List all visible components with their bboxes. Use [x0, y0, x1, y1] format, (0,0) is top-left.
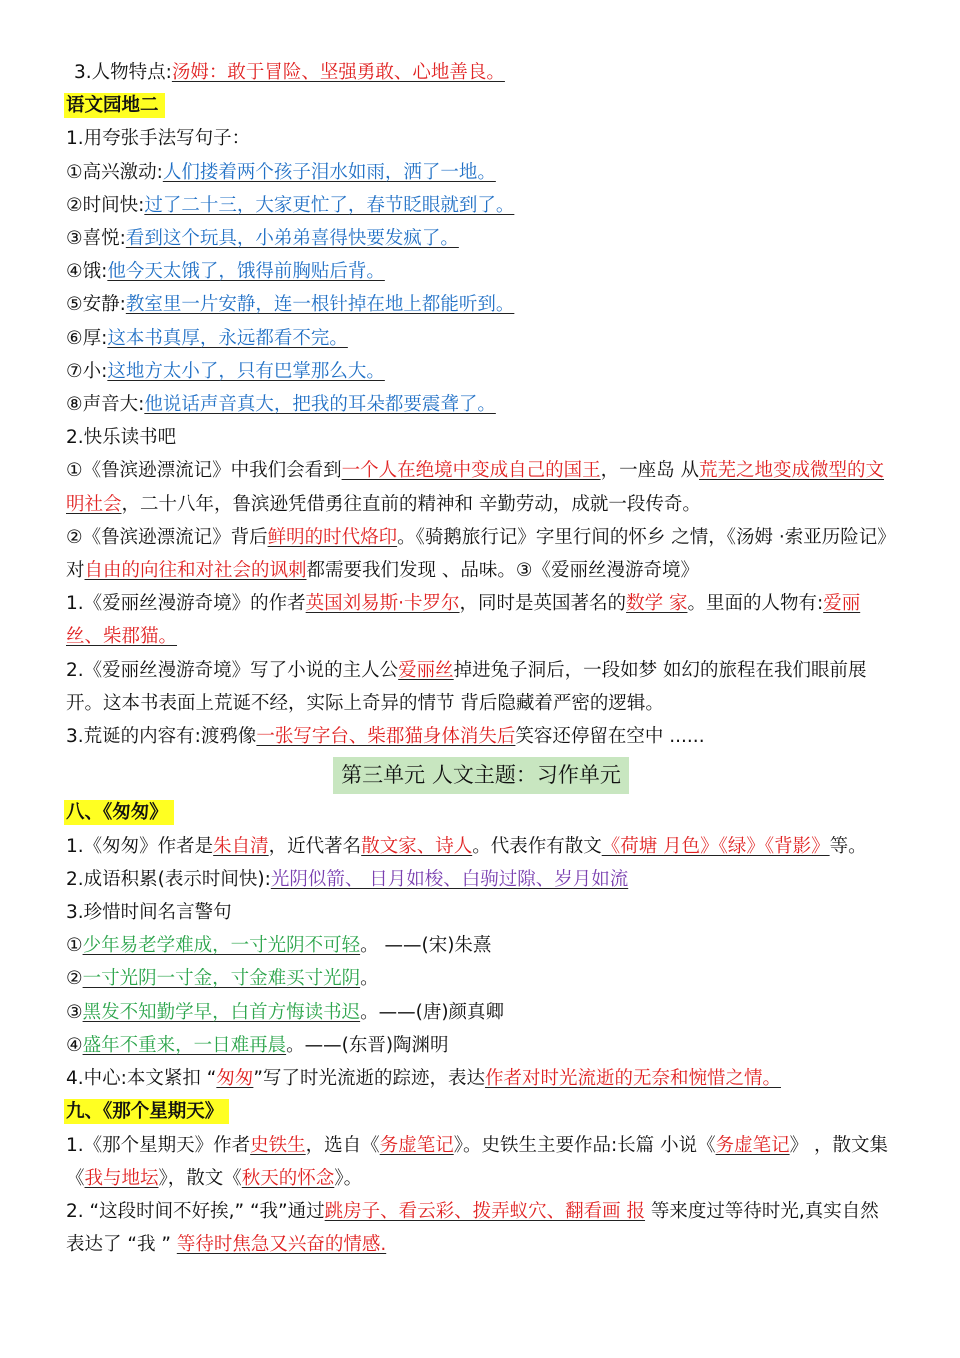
text: ”写了时光流逝的踪迹，表达	[253, 1068, 485, 1090]
alice-plot-paragraph	[66, 654, 896, 720]
example-answer: 教室里一片安静，连一根针掉在地上都能听到。	[125, 294, 515, 316]
robinson-paragraph	[66, 454, 896, 520]
quote-text: 盛年不重来，一日难再晨	[82, 1034, 287, 1056]
traits-label: 3.人物特点:	[74, 62, 172, 83]
answer: 散文家、诗人	[361, 835, 473, 857]
q2-title: 2.快乐读书吧	[66, 427, 177, 449]
answer: 跳房子、看云彩、拨弄蚁穴、翻看画 报	[324, 1200, 646, 1222]
quote-source: 。 ——(宋)朱熹	[360, 935, 492, 957]
absurd-content-line	[66, 720, 896, 753]
idioms-line	[66, 863, 896, 896]
example-answer: 过了二十三，大家更忙了，春节眨眼就到了。	[144, 194, 515, 216]
example-label: ⑥厚:	[66, 327, 108, 349]
answer: 匆匆	[216, 1068, 254, 1090]
lesson8-author-paragraph	[66, 830, 896, 863]
answer: 一个人在绝境中变成自己的国王	[341, 460, 601, 482]
example-answer: 人们搂着两个孩子泪水如雨，洒了一地。	[162, 161, 496, 183]
text: 等。	[829, 835, 867, 857]
quote-number: ④	[66, 1034, 83, 1056]
answer: 等待时焦急又兴奋的情感.	[176, 1234, 387, 1256]
lesson8-center-line	[66, 1062, 896, 1095]
text: 掉进兔子洞后，一段如梦 如幻的旅程在我们眼前展开。这本书表面上荒诞不经，实际上奇异的情节 背后隐藏着严密的逻辑。	[66, 659, 867, 714]
quote-text: 少年易老学难成，一寸光阴不可轻	[82, 935, 361, 957]
answer: 爱丽丝、柴郡猫。	[66, 593, 861, 648]
unit3-heading-row	[66, 757, 896, 794]
text: 2.成语积累(表示时间快):	[66, 868, 271, 890]
text: ，同时是英国著名的	[459, 593, 627, 615]
text: 笑容还停留在空中 ......	[515, 726, 705, 748]
lesson9-heading-line	[66, 1095, 896, 1128]
example-answer: 看到这个玩具，小弟弟喜得快要发疯了。	[125, 228, 459, 250]
text: 3.荒诞的内容有:渡鸦像	[66, 726, 257, 748]
text: 1.《那个星期天》作者	[66, 1134, 251, 1156]
unit3-title: 第三单元 人文主题：习作单元	[333, 757, 629, 794]
text: ②《鲁滨逊漂流记》背后	[66, 526, 268, 548]
lesson9-heading: 九、《那个星期天》	[64, 1099, 229, 1124]
alice-author-paragraph	[66, 587, 896, 653]
example-1	[66, 156, 896, 189]
answer: 史铁生	[250, 1134, 306, 1156]
answer: 英国刘易斯·卡罗尔	[305, 593, 460, 615]
example-label: ⑧声音大:	[66, 394, 145, 416]
answer: 自由的向往和对社会的讽刺	[84, 560, 307, 582]
example-answer: 这地方太小了，只有巴掌那么大。	[107, 360, 385, 382]
text: 都需要我们发现 、品味。③《爱丽丝漫游奇境》	[306, 560, 699, 582]
text: 2.《爱丽丝漫游奇境》写了小说的主人公	[66, 659, 399, 681]
answer: 作者对时光流逝的无奈和惋惜之情。	[484, 1068, 781, 1090]
answer: 《荷塘 月色》《绿》《背影》	[601, 835, 830, 857]
example-label: ②时间快:	[66, 194, 145, 216]
quote-number: ①	[66, 935, 83, 957]
document-page	[66, 56, 896, 1261]
example-answer: 他今天太饿了，饿得前胸贴后背。	[107, 261, 385, 283]
answer: 荒芜之地变成微型的文明社会	[66, 460, 885, 515]
quote-number: ②	[66, 968, 83, 990]
lesson9-waiting-paragraph	[66, 1195, 896, 1261]
text: 》。史铁生主要作品:长篇 小说《	[453, 1134, 716, 1156]
quote-2	[66, 962, 896, 995]
answer: 数学 家	[626, 593, 688, 615]
text: 等来度过等待时光,真实自然表达了 “我 ”	[66, 1200, 879, 1256]
era-paragraph	[66, 521, 896, 587]
quote-3	[66, 996, 896, 1029]
text: 》 ，散文集《	[66, 1134, 888, 1189]
text: ①《鲁滨逊漂流记》中我们会看到	[66, 460, 342, 482]
text: ，二十八年，鲁滨逊凭借勇往直前的精神和 辛勤劳动，成就一段传奇。	[121, 493, 701, 515]
text: 1.《匆匆》作者是	[66, 835, 214, 857]
text: 。里面的人物有:	[687, 593, 824, 615]
example-3	[66, 222, 896, 255]
lesson8-heading-line	[66, 796, 896, 829]
text: 。《骑鹅旅行记》字里行间的怀乡 之情，《汤姆 ·索亚历险记》对	[66, 526, 896, 582]
example-label: ③喜悦:	[66, 228, 126, 250]
quote-source: 。	[360, 968, 379, 990]
q1-title: 1.用夸张手法写句子：	[66, 128, 251, 150]
character-traits-line	[66, 56, 896, 89]
traits-answer: 汤姆：敢于冒险、坚强勇敢、心地善良。	[171, 62, 505, 83]
garden2-heading-line	[66, 89, 896, 122]
text: 》，散文《	[158, 1167, 242, 1189]
example-6	[66, 322, 896, 355]
answer: 我与地坛	[84, 1167, 159, 1189]
quote-source: 。——(东晋)陶渊明	[286, 1034, 449, 1056]
example-answer: 这本书真厚，永远都看不完。	[107, 327, 348, 349]
text: ，近代著名	[268, 835, 362, 857]
quote-source: 。——(唐)颜真卿	[360, 1001, 505, 1023]
text: 。代表作有散文	[472, 835, 602, 857]
answer: 爱丽丝	[398, 659, 454, 681]
quote-4	[66, 1029, 896, 1062]
text: 2. “这段时间不好挨,” “我”通过	[66, 1200, 325, 1222]
lesson8-heading: 八、《匆匆》	[64, 800, 174, 825]
answer: 光阴似箭、 日月如梭、白驹过隙、岁月如流	[270, 868, 629, 890]
example-answer: 他说话声音真大，把我的耳朵都要震聋了。	[144, 394, 496, 416]
answer: 务虚笔记	[379, 1134, 454, 1156]
answer: 鲜明的时代烙印	[267, 526, 398, 548]
example-8	[66, 388, 896, 421]
text: 1.《爱丽丝漫游奇境》的作者	[66, 593, 306, 615]
garden2-heading: 语文园地二	[64, 93, 165, 118]
example-label: ④饿:	[66, 261, 108, 283]
text: 4.中心:本文紧扣 “	[66, 1068, 217, 1090]
answer: 一张写字台、柴郡猫身体消失后	[256, 726, 516, 748]
example-2	[66, 189, 896, 222]
quote-number: ③	[66, 1001, 83, 1023]
text: ，一座岛 从	[600, 460, 699, 482]
example-7	[66, 355, 896, 388]
answer: 朱自清	[213, 835, 269, 857]
quote-text: 一寸光阴一寸金，寸金难买寸光阴	[82, 968, 361, 990]
example-4	[66, 255, 896, 288]
quote-text: 黑发不知勤学早，白首方悔读书迟	[82, 1001, 361, 1023]
answer: 秋天的怀念	[241, 1167, 335, 1189]
example-label: ①高兴激动:	[66, 161, 163, 183]
example-label: ⑤安静:	[66, 294, 126, 316]
example-label: ⑦小:	[66, 360, 108, 382]
lesson9-author-paragraph	[66, 1129, 896, 1195]
quote-1	[66, 929, 896, 962]
answer: 务虚笔记	[715, 1134, 790, 1156]
example-5	[66, 288, 896, 321]
text: ，选自《	[305, 1134, 380, 1156]
text: 》。	[334, 1167, 363, 1189]
quotes-title: 3.珍惜时间名言警句	[66, 902, 232, 924]
